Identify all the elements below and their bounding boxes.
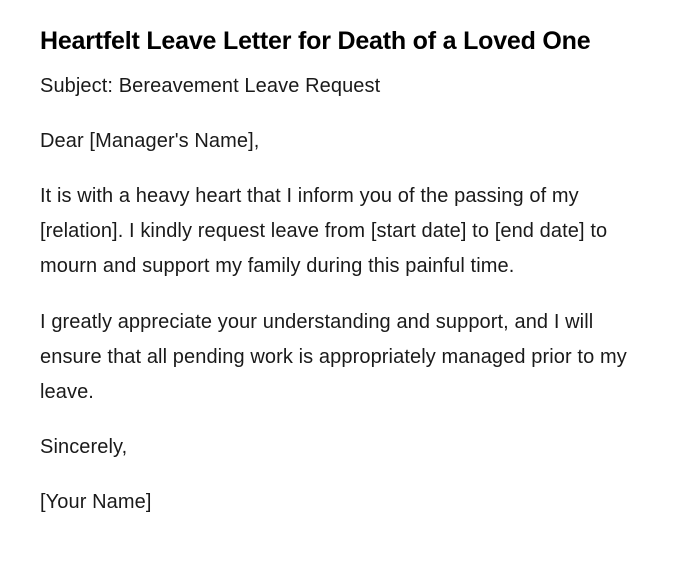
letter-paragraph-2: I greatly appreciate your understanding and support, and I will ensure that all pending work is appropriately managed prior to my leave. — [40, 311, 627, 403]
letter-greeting: Dear [Manager's Name], — [40, 130, 260, 152]
letter-closing: Sincerely, — [40, 436, 128, 458]
letter-subject: Subject: Bereavement Leave Request — [40, 75, 381, 97]
letter-title: Heartfelt Leave Letter for Death of a Loved One — [40, 27, 591, 55]
letter-signature: [Your Name] — [40, 491, 152, 513]
letter-paragraph-1: It is with a heavy heart that I inform you of the passing of my [relation]. I kindly request leave from [start date] to [end date] to mourn and support my family during this painful time. — [40, 185, 608, 277]
